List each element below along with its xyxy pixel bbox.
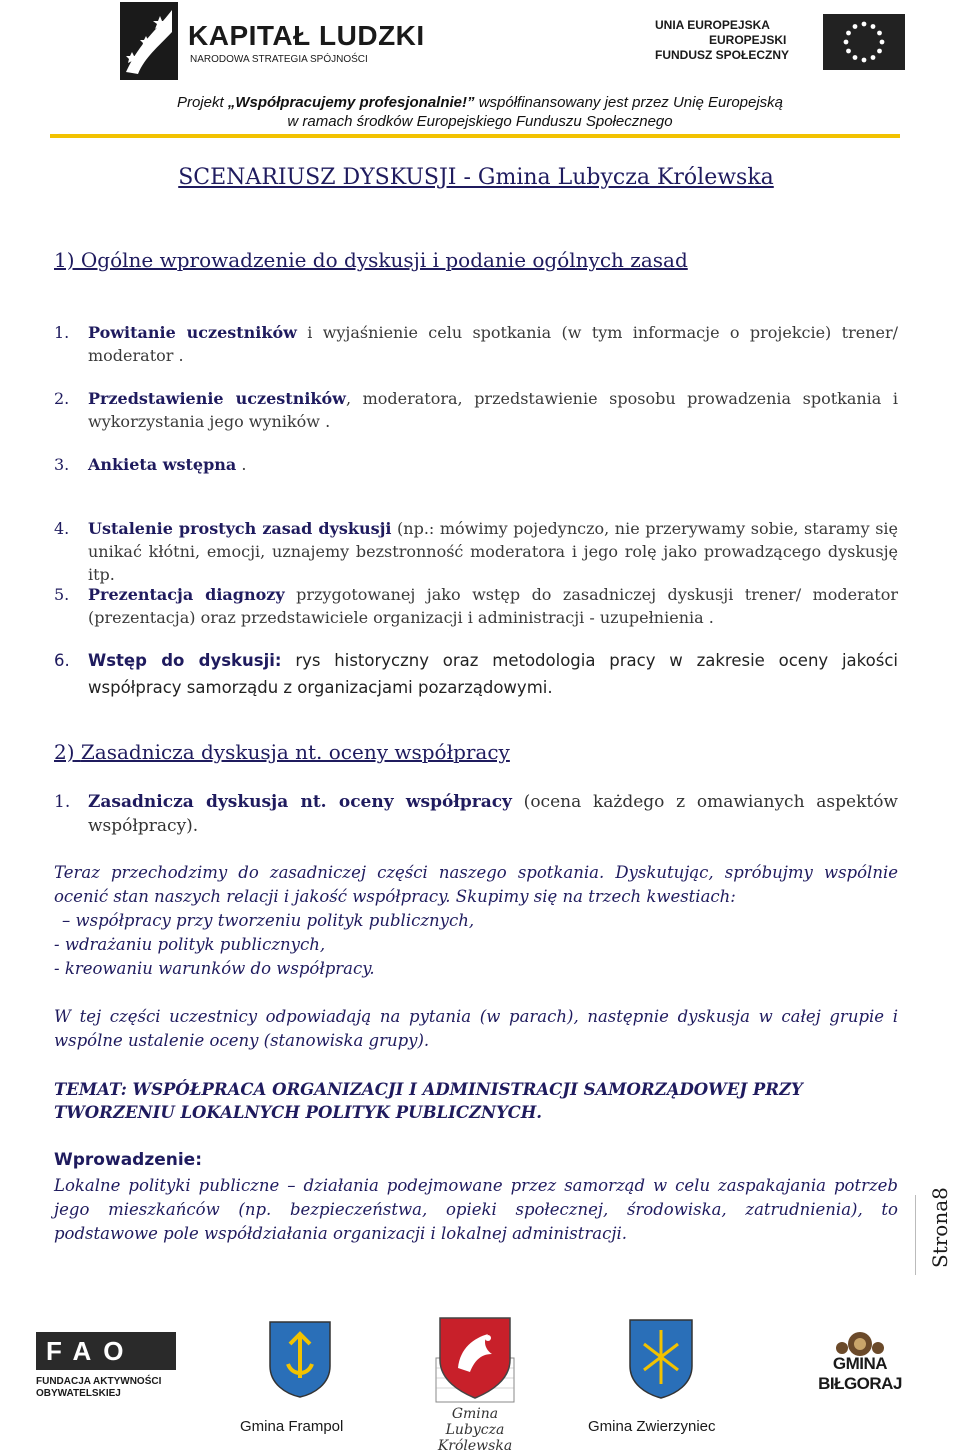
item-text: rys historyczny oraz metodologia pracy w zakresie oceny jakości współpracy samorządu z organizacjami pozarządowymi. <box>88 651 898 697</box>
page-number-rule <box>915 1195 916 1275</box>
item-number: 5. <box>54 585 70 604</box>
item-lead: Przedstawienie uczestników <box>88 389 346 408</box>
gmina-bilgoraj-label: GMINA BIŁGORAJ <box>818 1354 902 1393</box>
gmina-frampol-label: Gmina Frampol <box>240 1418 344 1435</box>
item-lead: Zasadnicza dyskusja nt. oceny współpracy <box>88 792 512 812</box>
kapital-ludzki-subtitle: NARODOWA STRATEGIA SPÓJNOŚCI <box>190 54 368 65</box>
eu-logo-text <box>655 18 789 63</box>
eu-logo <box>655 14 915 74</box>
document-body <box>54 165 899 1243</box>
lubycza-crest-icon <box>430 1308 520 1406</box>
item-text: . <box>236 455 247 474</box>
section-2-list <box>54 790 898 838</box>
list-item <box>54 321 898 387</box>
fao-subtitle <box>36 1376 161 1400</box>
gmina-zwierzyniec-label: Gmina Zwierzyniec <box>588 1418 716 1435</box>
topic-heading: TEMAT: WSPÓŁPRACA ORGANIZACJI I ADMINISTRACJI SAMORZĄDOWEJ PRZY TWORZENIU LOKALNYCH POLITYK PUBLICZNYCH. <box>54 1080 803 1122</box>
item-lead: Ankieta wstępna <box>88 455 237 474</box>
fao-subtitle-1: FUNDACJA AKTYWNOŚCI <box>36 1376 162 1387</box>
item-lead: Wstęp do dyskusji: <box>88 651 282 670</box>
section-2-title: Zasadnicza dyskusja nt. oceny współpracy <box>80 740 510 764</box>
eu-line-2: EUROPEJSKI <box>709 33 787 47</box>
discussion-intro <box>54 861 898 981</box>
introduction-heading: Wprowadzenie: <box>54 1150 203 1170</box>
gmina-lubycza-label <box>410 1406 540 1454</box>
section-1-heading: 1) Ogólne wprowadzenie do dyskusji i podanie ogólnych zasad <box>54 248 688 272</box>
fao-subtitle-2: OBYWATELSKIEJ <box>36 1388 121 1399</box>
bullet-line: - wdrażaniu polityk publicznych, <box>54 935 326 954</box>
paragraph: Teraz przechodzimy do zasadniczej części naszego spotkania. Dyskutując, spróbujmy wspólnie ocenić stan naszych relacji i jakość współpracy. Skupimy się na trzech kwestiach: <box>54 863 898 906</box>
item-lead: Prezentacja diagnozy <box>88 585 285 604</box>
document-title: SCENARIUSZ DYSKUSJI - Gmina Lubycza Królewska <box>178 165 774 190</box>
gmina-lubycza-label-2: Lubycza Królewska <box>437 1422 513 1454</box>
bullet-line: - kreowaniu warunków do współpracy. <box>54 959 375 978</box>
item-text: , moderatora, przedstawienie sposobu prowadzenia spotkania i wykorzystania jego wyników . <box>88 389 899 431</box>
project-line-1a: Projekt <box>176 94 228 111</box>
page-header <box>0 0 960 140</box>
item-number: 1. <box>54 323 70 342</box>
bilgoraj-emblem-icon <box>830 1326 890 1356</box>
item-number: 3. <box>54 455 70 474</box>
eu-line-1: UNIA EUROPEJSKA <box>655 18 770 32</box>
item-text: (ocena każdego z omawianych aspektów współpracy). <box>88 792 898 836</box>
zwierzyniec-crest-icon <box>628 1318 694 1400</box>
list-item <box>54 583 898 647</box>
kapital-ludzki-flag-icon <box>120 2 178 80</box>
project-line-2: w ramach środków Europejskiego Funduszu Społecznego <box>287 113 673 130</box>
section-2-number: 2) <box>54 740 75 764</box>
fao-letters: FAO <box>46 1336 136 1366</box>
project-name: „Współpracujemy profesjonalnie!” <box>227 94 475 111</box>
item-number: 1. <box>54 792 71 812</box>
item-lead: Ustalenie prostych zasad dyskusji <box>88 519 392 538</box>
list-item <box>54 790 898 838</box>
list-item <box>54 387 898 453</box>
kapital-ludzki-logo <box>120 2 425 82</box>
item-number: 2. <box>54 389 70 408</box>
page-number-text: Strona8 <box>928 1187 952 1268</box>
frampol-crest-icon <box>268 1320 332 1398</box>
list-item <box>54 453 898 517</box>
section-1-list <box>54 321 898 701</box>
introduction-text: Lokalne polityki publiczne – działania podejmowane przez samorząd w celu zaspakajania potrzeb jego mieszkańców (np. bezpieczeństwa, opieki społecznej, środowiska, zatrudnienia), to podstawowe pole współdziałania organizacji i lokalnej administracji. <box>54 1176 898 1243</box>
eu-line-3: FUNDUSZ SPOŁECZNY <box>655 48 790 62</box>
bilgoraj-logo <box>790 1326 930 1396</box>
item-text: i wyjaśnienie celu spotkania (w tym informacje o projekcie) trener/ moderator . <box>88 323 899 365</box>
item-number: 6. <box>54 651 70 670</box>
list-item <box>54 517 898 583</box>
discussion-instructions: W tej części uczestnicy odpowiadają na pytania (w parach), następnie dyskusja w całej grupie i wspólne ustalenie oceny (stanowiska grupy). <box>54 1007 898 1050</box>
item-lead: Powitanie uczestników <box>88 323 297 342</box>
item-number: 4. <box>54 519 70 538</box>
project-line-1 <box>0 94 960 111</box>
page-footer <box>0 1300 960 1454</box>
kapital-ludzki-title: KAPITAŁ LUDZKI <box>188 20 425 51</box>
fao-logo <box>36 1332 181 1402</box>
list-item <box>54 647 898 701</box>
section-2-heading <box>54 740 510 764</box>
project-line-1c: współfinansowany jest przez Unię Europejską <box>474 94 784 111</box>
item-text: przygotowanej jako wstęp do zasadniczej dyskusji trener/ moderator (prezentacja) oraz przedstawiciele organizacji i administracji - uzupełnienia . <box>88 585 898 627</box>
header-divider <box>50 134 900 138</box>
bullet-line: – współpracy przy tworzeniu polityk publicznych, <box>62 911 475 930</box>
page-number <box>922 1187 962 1268</box>
item-text: (np.: mówimy pojedynczo, nie przerywamy sobie, staramy się unikać kłótni, emocji, uznajemy bezstronność moderatora i jego rolę jako prowadzącego dyskusję itp. <box>88 519 898 584</box>
gmina-lubycza-label-1: Gmina <box>451 1406 499 1422</box>
eu-flag-icon <box>823 14 905 70</box>
